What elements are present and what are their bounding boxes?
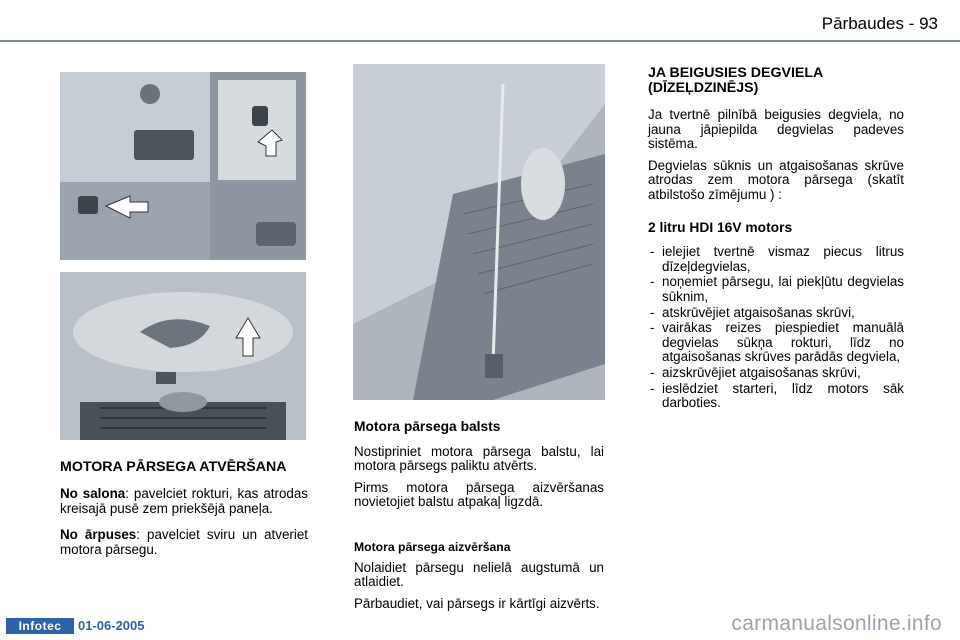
outside-label: No ārpuses xyxy=(60,527,137,543)
closing-paragraph-1: Nolaidiet pārsegu nelielā augstumā un atlaidiet. xyxy=(354,559,604,590)
inside-paragraph xyxy=(60,487,308,516)
hdi-engine-heading: 2 litru HDI 16V motors xyxy=(648,219,793,235)
list-item: - noņemiet pārsegu, lai piekļūtu degvielas sūknim, xyxy=(648,275,904,304)
middle-column xyxy=(354,420,604,618)
hood-closing-heading: Motora pārsega aizvēršana xyxy=(354,539,511,554)
header-rule xyxy=(0,40,960,42)
list-item: - vairākas reizes piespiediet manuālā degvielas sūkņa rokturi, līdz no atgaisošanas skrūves parādās degviela, xyxy=(648,321,904,365)
outside-paragraph xyxy=(60,528,308,557)
infotec-logo: Infotec xyxy=(6,618,74,634)
right-column xyxy=(648,66,904,412)
priming-steps xyxy=(648,245,904,411)
inside-label: No salona xyxy=(60,486,126,501)
fuel-paragraph-2: Degvielas sūknis un atgaisošanas skrūve atrodas zem motora pārsega (skatīt atbilstošo zīmējumu ) : xyxy=(648,157,904,202)
support-paragraph-2: Pirms motora pārsega aizvēršanas novietojiet balstu atpakaļ ligzdā. xyxy=(354,479,604,510)
list-item: - aizskrūvējiet atgaisošanas skrūvi, xyxy=(648,366,904,381)
list-item: - ieslēdziet starteri, līdz motors sāk darboties. xyxy=(648,382,904,411)
hood-support-photo xyxy=(353,64,605,400)
site-watermark: carmanualsonline.info xyxy=(731,612,942,635)
hood-opening-heading: MOTORA PĀRSEGA ATVĒRŠANA xyxy=(60,459,287,475)
fuel-empty-heading: JA BEIGUSIES DEGVIELA (DĪZEĻDZINĒJS) xyxy=(648,65,823,96)
page-header: Pārbaudes - 93 xyxy=(821,14,938,33)
list-item: - atskrūvējiet atgaisošanas skrūvi, xyxy=(648,306,904,321)
hood-support-heading: Motora pārsega balsts xyxy=(354,419,501,434)
left-column xyxy=(60,460,308,564)
fuel-paragraph-1: Ja tvertnē pilnībā beigusies degviela, no jauna jāpiepilda degvielas padeves sistēma. xyxy=(648,107,904,152)
footer-date: 01-06-2005 xyxy=(78,618,145,633)
exterior-lever-photo xyxy=(60,272,306,440)
support-paragraph-1: Nostipriniet motora pārsega balstu, lai motora pārsegs paliktu atvērts. xyxy=(354,443,604,474)
closing-paragraph-2: Pārbaudiet, vai pārsegs ir kārtīgi aizvērts. xyxy=(354,595,600,611)
outside-text: : pavelciet sviru un atveriet motora pārsegu. xyxy=(60,527,309,557)
list-item: - ielejiet tvertnē vismaz piecus litrus dīzeļdegvielas, xyxy=(648,245,904,274)
inside-text: : pavelciet rokturi, kas atrodas kreisajā pusē zem priekšējā paneļa. xyxy=(60,486,308,516)
interior-release-photo xyxy=(60,72,306,260)
